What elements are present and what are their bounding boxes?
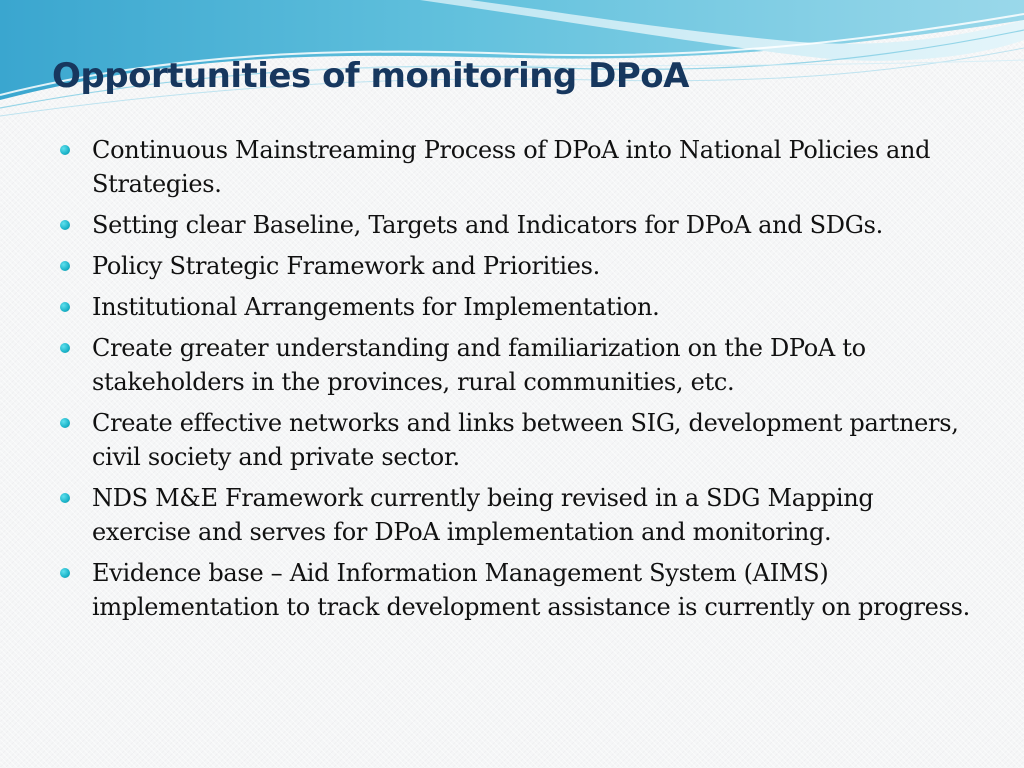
list-item (60, 133, 970, 201)
list-item (60, 331, 970, 399)
list-item (60, 290, 970, 324)
list-item-text: Create greater understanding and familiarization on the DPoA to stakeholders in the provinces, rural communities, etc. (92, 334, 866, 396)
list-item (60, 481, 970, 549)
round-bullet-icon (60, 418, 70, 428)
list-item (60, 249, 970, 283)
list-item-text: NDS M&E Framework currently being revised in a SDG Mapping exercise and serves for DPoA implementation and monitoring. (92, 484, 874, 546)
bullet-list (60, 133, 970, 631)
list-item-text: Continuous Mainstreaming Process of DPoA into National Policies and Strategies. (92, 136, 931, 198)
list-item-text: Policy Strategic Framework and Priorities. (92, 252, 600, 280)
list-item (60, 406, 970, 474)
list-item (60, 556, 970, 624)
list-item-text: Institutional Arrangements for Implementation. (92, 293, 660, 321)
round-bullet-icon (60, 493, 70, 503)
list-item-text: Create effective networks and links between SIG, development partners, civil society and private sector. (92, 409, 959, 471)
round-bullet-icon (60, 302, 70, 312)
list-item (60, 208, 970, 242)
list-item-text: Evidence base – Aid Information Management System (AIMS) implementation to track development assistance is currently on progress. (92, 559, 970, 621)
round-bullet-icon (60, 261, 70, 271)
round-bullet-icon (60, 220, 70, 230)
round-bullet-icon (60, 145, 70, 155)
round-bullet-icon (60, 343, 70, 353)
list-item-text: Setting clear Baseline, Targets and Indicators for DPoA and SDGs. (92, 211, 883, 239)
slide-title: Opportunities of monitoring DPoA (52, 56, 689, 96)
round-bullet-icon (60, 568, 70, 578)
